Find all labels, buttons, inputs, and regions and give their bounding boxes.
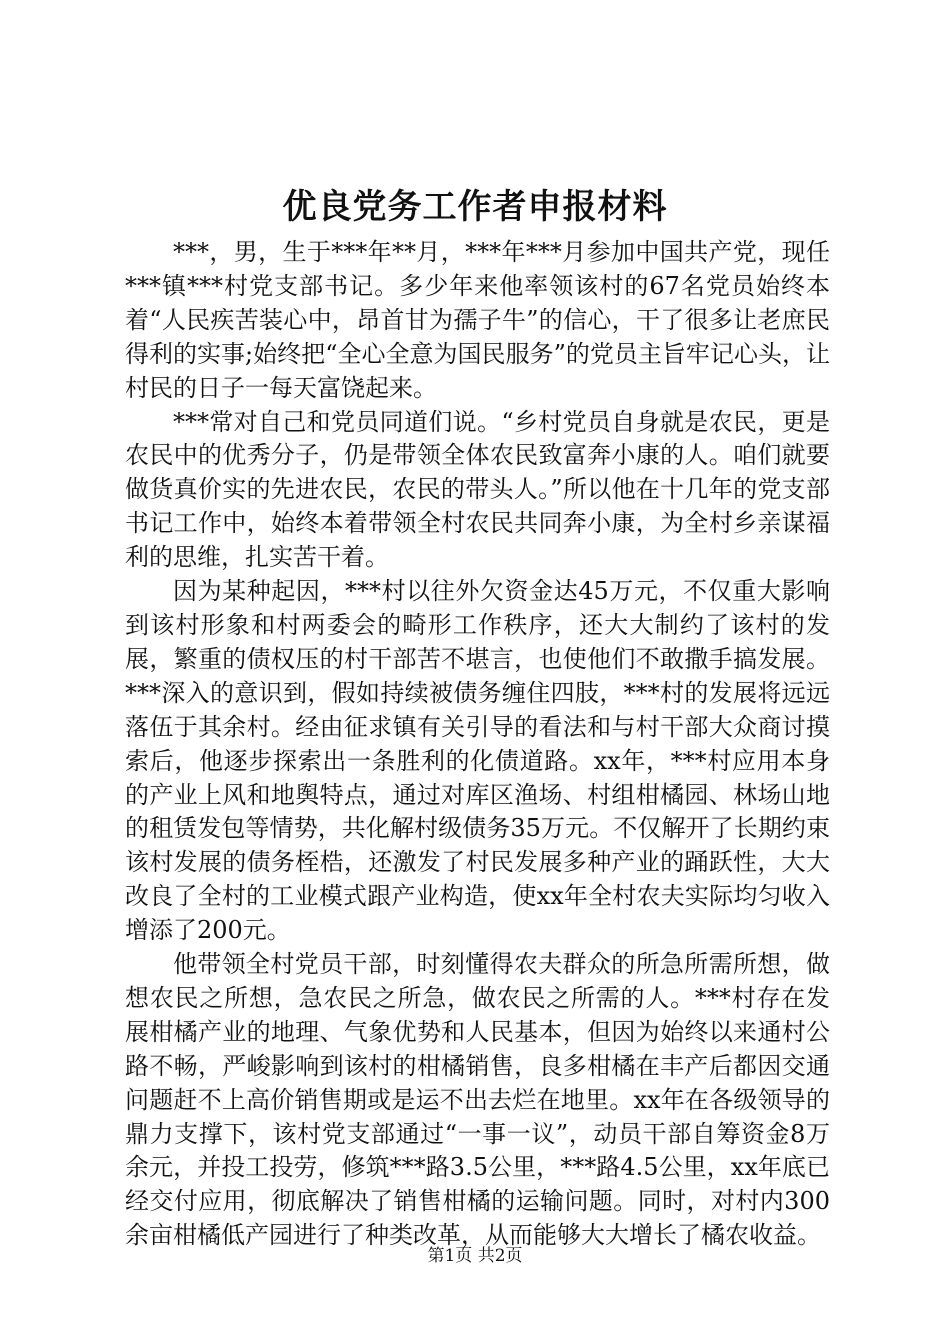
paragraph-4: 他带领全村党员干部，时刻懂得农夫群众的所急所需所想，做想农民之所想，急农民之所急，做农民之所需的人。***村存在发展柑橘产业的地理、气象优势和人民基本，但因为始终以来通村公路不畅，严峻影响到该村的柑橘销售，良多柑橘在丰产后都因交通问题赶不上高价销售期或是运不出去烂在地里。xx年在各级领导的鼎力支撑下，该村党支部通过“一事一议”，动员干部自筹资金8万余元，并投工投劳，修筑***路3.5公里，***路4.5公里，xx年底已经交付应用，彻底解决了销售柑橘的运输问题。同时，对村内300余亩柑橘低产园进行了种类改革，从而能够大大增长了橘农收益。 bbox=[125, 950, 830, 1250]
paragraph-3: 因为某种起因，***村以往外欠资金达45万元，不仅重大影响到该村形象和村两委会的畸形工作秩序，还大大制约了该村的发展，繁重的债权压的村干部苦不堪言，也使他们不敢撒手搞发展。***深入的意识到，假如持续被债务缠住四肢，***村的发展将远远落伍于其余村。经由征求镇有关引导的看法和与村干部大众商讨摸索后，他逐步探索出一条胜利的化债道路。xx年，***村应用本身的产业上风和地舆特点，通过对库区渔场、村组柑橘园、林场山地的租赁发包等情势，共化解村级债务35万元。不仅解开了长期约束该村发展的债务桎梏，还激发了村民发展多种产业的踊跃性，大大改良了全村的工业模式跟产业构造，使xx年全村农夫实际均匀收入增添了200元。 bbox=[125, 577, 830, 945]
document-title: 优良党务工作者申报材料 bbox=[282, 187, 668, 227]
document-body bbox=[125, 236, 830, 1253]
paragraph-2: ***常对自己和党员同道们说。“乡村党员自身就是农民，更是农民中的优秀分子，仍是带领全体农民致富奔小康的人。咱们就要做货真价实的先进农民，农民的带头人。”所以他在十几年的党支部书记工作中，始终本着带领全村农民共同奔小康，为全村乡亲谋福利的思维，扎实苦干着。 bbox=[125, 407, 830, 572]
page-footer: 第1页 共2页 bbox=[427, 1246, 523, 1266]
paragraph-1: ***，男，生于***年**月，***年***月参加中国共产党，现任***镇***村党支部书记。多少年来他率领该村的67名党员始终本着“人民疾苦装心中，昂首甘为孺子牛”的信心，干了很多让老庶民得利的实事;始终把“全心全意为国民服务”的党员主旨牢记心头，让村民的日子一每天富饶起来。 bbox=[125, 238, 830, 402]
